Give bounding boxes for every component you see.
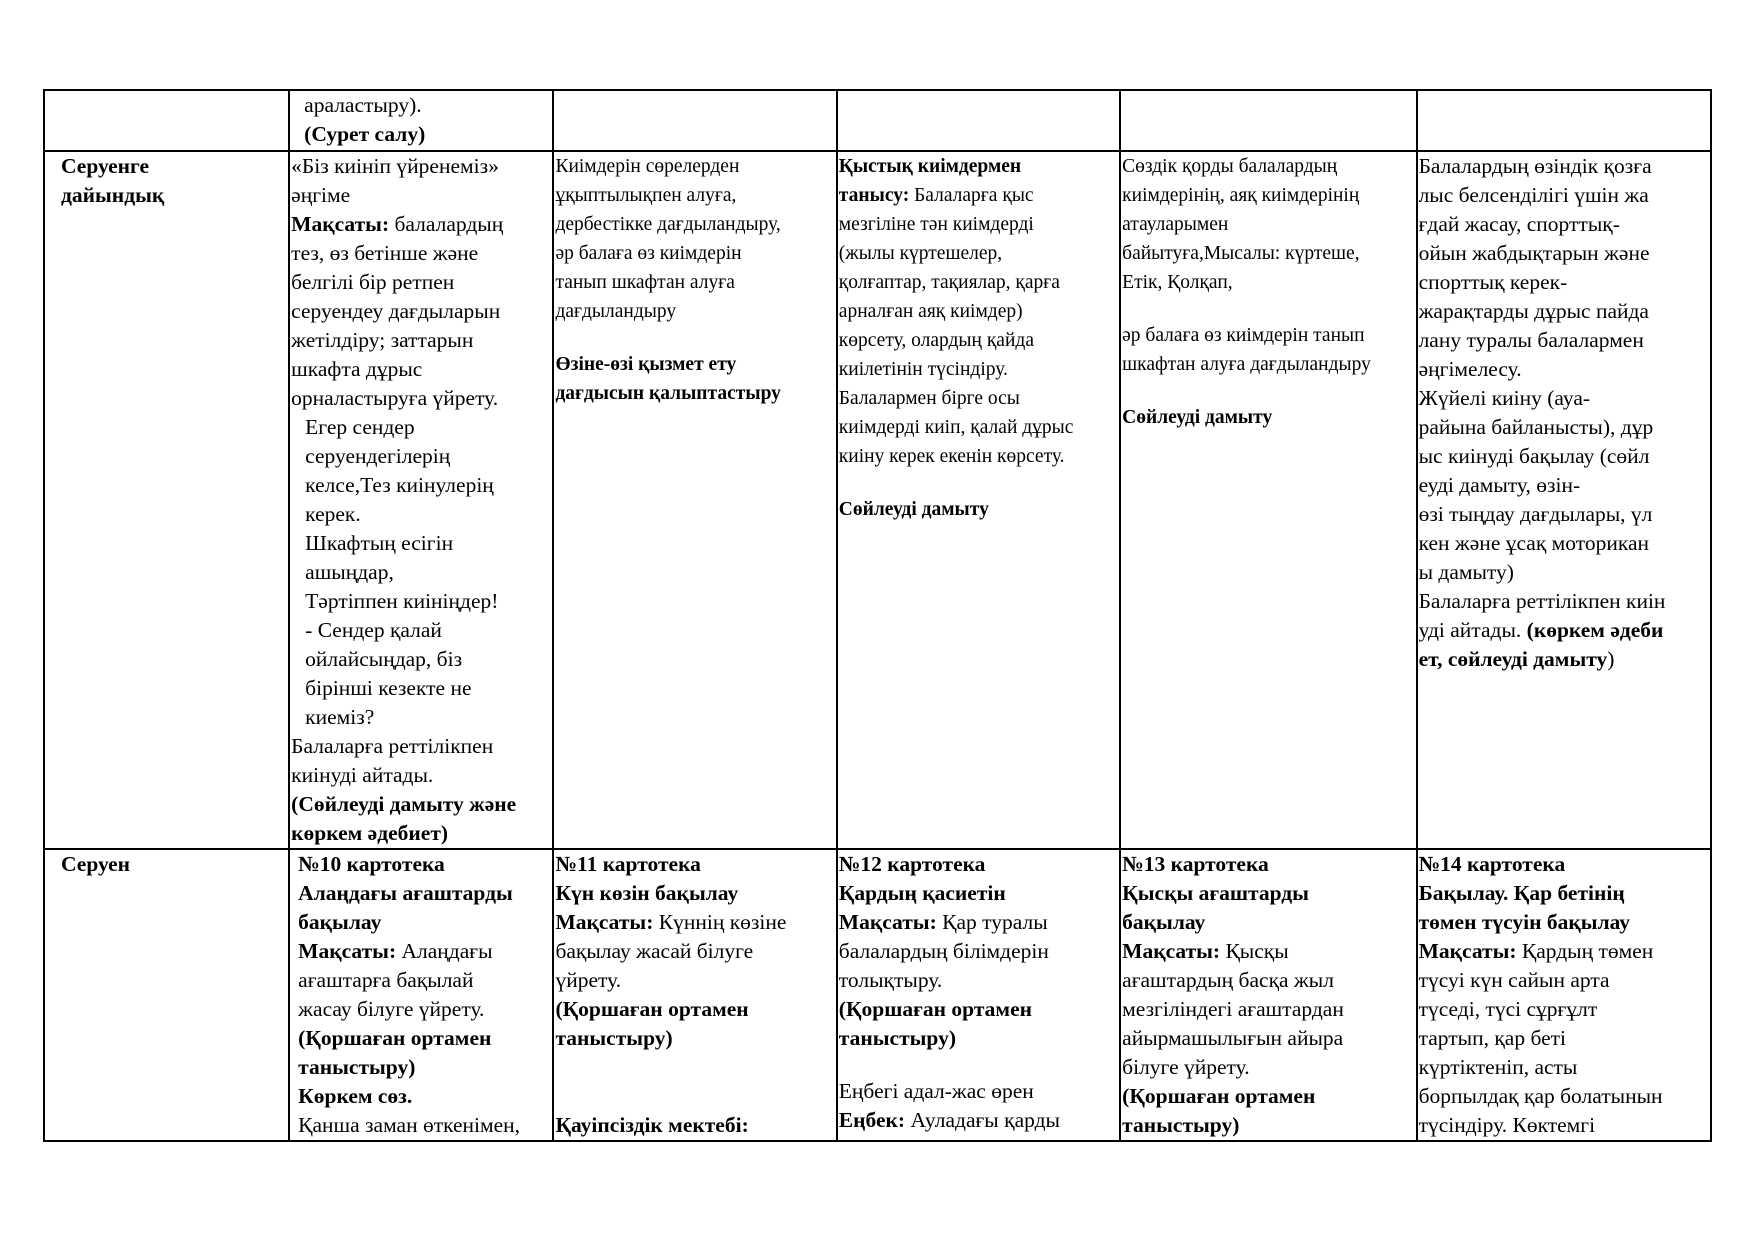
spacer	[839, 471, 1118, 495]
cell-line: №10 картотека	[298, 852, 445, 876]
table-row	[44, 151, 1711, 849]
cell-line: кен және ұсақ моторикан	[1418, 531, 1650, 555]
cell-line: көрсету, олардың қайда	[838, 330, 1034, 351]
cell-line: түсіндіру. Көктемгі	[1418, 1113, 1596, 1137]
cell-line: өзі тыңдау дағдылары, үл	[1418, 502, 1653, 526]
cell-line: Сөздік қорды балалардың	[1122, 156, 1338, 177]
cell-line	[1419, 937, 1709, 966]
cell-line: бақылау	[1122, 910, 1206, 934]
table-cell	[1417, 90, 1711, 151]
cell-line-bold: Мақсаты:	[1122, 939, 1221, 963]
cell-line	[298, 937, 551, 966]
cell-line: Шкафтың есігін	[305, 531, 454, 555]
cell-line-part: Ауладағы қарды	[905, 1108, 1060, 1132]
cell-line-part: Қардың төмен	[1516, 939, 1654, 963]
cell-line: бақылау жасай білуге	[555, 939, 754, 963]
cell-line: жарақтарды дұрыс пайда	[1418, 299, 1649, 323]
table-cell	[837, 90, 1120, 151]
cell-line: Киімдерін сөрелерден	[555, 156, 740, 177]
cell-line: Балаларға реттілікпен киін	[1418, 589, 1666, 613]
spacer	[555, 326, 834, 350]
cell-line-bold: Мақсаты:	[1418, 939, 1517, 963]
cell-line: (Қоршаған ортамен	[838, 997, 1033, 1021]
cell-line: Балалармен бірге осы	[838, 388, 1020, 409]
cell-line-part: Қысқы	[1220, 939, 1289, 963]
cell-line: шкафтан алуға дағдыландыру	[1122, 354, 1371, 375]
cell-line-part: Қар туралы	[936, 910, 1048, 934]
spacer	[1122, 379, 1414, 403]
cell-line: балалардың білімдерін	[838, 939, 1049, 963]
cell-line: Егер сендер	[305, 415, 415, 439]
spacer	[555, 1053, 834, 1111]
cell-line: серуендегілерің	[305, 444, 451, 468]
cell-line: жасау білуге үйрету.	[298, 997, 485, 1021]
cell-line: Алаңдағы ағаштарды	[298, 881, 513, 905]
cell-line: Сөйлеуді дамыту	[838, 499, 989, 520]
cell-line: келсе,Тез киінулерің	[305, 473, 494, 497]
cell-line: (Қоршаған ортамен	[298, 1026, 492, 1050]
cell-line: керек.	[305, 502, 361, 526]
cell-line: лану туралы балалармен	[1418, 328, 1644, 352]
cell-line-part: балалардың	[389, 212, 504, 236]
cell-line: киілетінін түсіндіру.	[838, 359, 1008, 380]
cell-line: №13 картотека	[1122, 852, 1269, 876]
cell-line: таныстыру)	[555, 1026, 673, 1050]
cell-line: Қанша заман өткенімен,	[298, 1113, 521, 1137]
cell-line	[1122, 937, 1414, 966]
table-row	[44, 90, 1711, 151]
cell-line: Жүйелі киіну (ауа-	[1418, 386, 1591, 410]
cell-line: (Қоршаған ортамен	[555, 997, 749, 1021]
cell-line: дағдыландыру	[555, 301, 677, 322]
cell-line: араластыру).	[304, 93, 422, 117]
cell-line	[839, 908, 1118, 937]
cell-line: Тәртіппен киініңдер!	[305, 589, 499, 613]
cell-line: білуге үйрету.	[1122, 1055, 1250, 1079]
cell-line: толықтыру.	[838, 968, 943, 992]
cell-line: лыс белсенділігі үшін жа	[1418, 183, 1649, 207]
cell-line: дербестікке дағдыландыру,	[555, 214, 781, 235]
cell-line: төмен түсуін бақылау	[1418, 910, 1631, 934]
cell-line	[1419, 645, 1709, 674]
section-label-text: Серуенге	[61, 154, 150, 178]
cell-line: ағаштарға бақылай	[298, 968, 474, 992]
cell-line-bold: ет, сөйлеуді дамыту	[1418, 647, 1608, 671]
cell-line: Балалардың өзіндік қозға	[1418, 154, 1652, 178]
cell-line: айырмашылығын айыра	[1122, 1026, 1344, 1050]
section-label-text: Серуен	[61, 852, 131, 876]
cell-line	[555, 908, 834, 937]
cell-line: таныстыру)	[298, 1055, 416, 1079]
cell-line: әр балаға өз киімдерін	[555, 243, 742, 264]
table-cell	[1417, 849, 1711, 1141]
cell-line: ойлайсыңдар, біз	[305, 647, 463, 671]
table-cell	[553, 151, 836, 849]
section-label	[44, 849, 289, 1141]
cell-line: түседі, түсі сұрғұлт	[1418, 997, 1598, 1021]
cell-line: спорттық керек-	[1418, 270, 1568, 294]
table-cell	[553, 90, 836, 151]
cell-line: бірінші кезекте не	[305, 676, 472, 700]
table-cell	[837, 849, 1120, 1141]
cell-line: №11 картотека	[555, 852, 701, 876]
cell-line: күртіктеніп, асты	[1418, 1055, 1578, 1079]
cell-line: Қысқы ағаштарды	[1122, 881, 1309, 905]
cell-line: жетілдіру; заттарын	[291, 328, 474, 352]
table-cell	[1417, 151, 1711, 849]
cell-line: әр балаға өз киімдерін танып	[1122, 325, 1365, 346]
cell-line: таныстыру)	[1122, 1113, 1240, 1137]
spacer	[1122, 297, 1414, 321]
cell-line: еуді дамыту, өзін-	[1418, 473, 1581, 497]
cell-line: (Қоршаған ортамен	[1122, 1084, 1316, 1108]
cell-line-part: уді айтады.	[1418, 618, 1527, 642]
plan-table	[43, 89, 1712, 1142]
table-cell	[1120, 849, 1416, 1141]
cell-line: Қауіпсіздік мектебі:	[555, 1113, 749, 1137]
table-cell	[1120, 90, 1416, 151]
cell-line-part: Күннің көзіне	[653, 910, 787, 934]
cell-line: - Сендер қалай	[305, 618, 442, 642]
table-cell	[289, 849, 553, 1141]
cell-line-bold: Мақсаты:	[291, 212, 390, 236]
cell-line: атауларымен	[1122, 214, 1229, 235]
cell-line-bold: Мақсаты:	[555, 910, 654, 934]
cell-line: киіну керек екенін көрсету.	[838, 446, 1065, 467]
cell-line: (жылы күртешелер,	[838, 243, 1003, 264]
cell-line: №12 картотека	[838, 852, 986, 876]
table-cell	[1120, 151, 1416, 849]
cell-line: ағаштардың басқа жыл	[1122, 968, 1334, 992]
cell-line: көркем әдебиет)	[291, 821, 449, 845]
cell-line: ашыңдар,	[305, 560, 394, 584]
section-label	[44, 151, 289, 849]
cell-line	[839, 1106, 1118, 1135]
cell-line: борпылдақ қар болатынын	[1418, 1084, 1663, 1108]
cell-line: Күн көзін бақылау	[555, 881, 739, 905]
cell-line: Қардың қасиетін	[838, 881, 1006, 905]
cell-line: киеміз?	[305, 705, 375, 729]
cell-line: Бақылау. Қар бетінің	[1418, 881, 1625, 905]
table-cell	[837, 151, 1120, 849]
cell-line: белгілі бір ретпен	[291, 270, 455, 294]
section-label-text: дайындық	[61, 183, 165, 207]
cell-line: Өзіне-өзі қызмет ету	[555, 354, 737, 375]
cell-line: мезгіліндегі ағаштардан	[1122, 997, 1344, 1021]
cell-line: тез, өз бетінше және	[291, 241, 479, 265]
cell-line-bold: танысу:	[838, 185, 910, 206]
cell-line: киімдерді киіп, қалай дұрыс	[838, 417, 1074, 438]
cell-line: райына байланысты), дұр	[1418, 415, 1654, 439]
cell-line: арналған аяқ киімдер)	[838, 301, 1023, 322]
section-label	[44, 90, 289, 151]
cell-line: түсуі күн сайын арта	[1418, 968, 1610, 992]
table-row	[44, 849, 1711, 1141]
cell-line	[839, 181, 1118, 210]
cell-line-part: Алаңдағы	[396, 939, 493, 963]
cell-line: Сөйлеуді дамыту	[1122, 407, 1273, 428]
cell-line: бақылау	[298, 910, 382, 934]
cell-line: №14 картотека	[1418, 852, 1566, 876]
table-cell	[289, 90, 553, 151]
cell-line: (Сурет салу)	[304, 122, 426, 146]
cell-line: Еңбегі адал-жас өрен	[838, 1079, 1034, 1103]
cell-line: киімдерінің, аяқ киімдерінің	[1122, 185, 1360, 206]
cell-line: орналастыруға үйрету.	[291, 386, 499, 410]
cell-line	[1419, 616, 1709, 645]
cell-line-part: Балаларға қыс	[909, 185, 1034, 206]
cell-line: танып шкафтан алуға	[555, 272, 735, 293]
cell-line: үйрету.	[555, 968, 622, 992]
cell-line: Етік, Қолқап,	[1122, 272, 1233, 293]
cell-line: (Сөйлеуді дамыту және	[291, 792, 517, 816]
cell-line-bold: Мақсаты:	[838, 910, 937, 934]
cell-line: ыс киінуді бақылау (сөйл	[1418, 444, 1650, 468]
cell-line-bold: Мақсаты:	[298, 939, 397, 963]
cell-line: ы дамыту)	[1418, 560, 1514, 584]
cell-line: Қыстық киімдермен	[838, 156, 1022, 177]
cell-line: шкафта дұрыс	[291, 357, 423, 381]
cell-line-bold: Еңбек:	[838, 1108, 906, 1132]
table-cell	[553, 849, 836, 1141]
cell-line: Балаларға реттілікпен	[291, 734, 494, 758]
cell-line: мезгіліне тән киімдерді	[838, 214, 1034, 235]
cell-line: ойын жабдықтарын және	[1418, 241, 1650, 265]
cell-line: дағдысын қалыптастыру	[555, 383, 781, 404]
cell-line: киінуді айтады.	[291, 763, 434, 787]
cell-line: серуендеу дағдыларын	[291, 299, 501, 323]
spacer	[839, 1053, 1118, 1077]
cell-line: қолғаптар, тақиялар, қарға	[838, 272, 1060, 293]
cell-line: таныстыру)	[838, 1026, 957, 1050]
cell-line: тартып, қар беті	[1418, 1026, 1567, 1050]
cell-line	[291, 210, 551, 239]
table-cell	[289, 151, 553, 849]
cell-line: ұқыптылықпен алуға,	[555, 185, 737, 206]
cell-line: әңгімелесу.	[1418, 357, 1522, 381]
cell-line: «Біз киініп үйренеміз»	[291, 154, 499, 178]
cell-line: байытуға,Мысалы: күртеше,	[1122, 243, 1360, 264]
cell-line-bold: (көркем әдеби	[1526, 618, 1664, 642]
cell-line: Көркем сөз.	[298, 1084, 413, 1108]
cell-line: әңгіме	[291, 183, 351, 207]
cell-line: ғдай жасау, спорттық-	[1418, 212, 1620, 236]
cell-line-part: )	[1607, 647, 1615, 671]
